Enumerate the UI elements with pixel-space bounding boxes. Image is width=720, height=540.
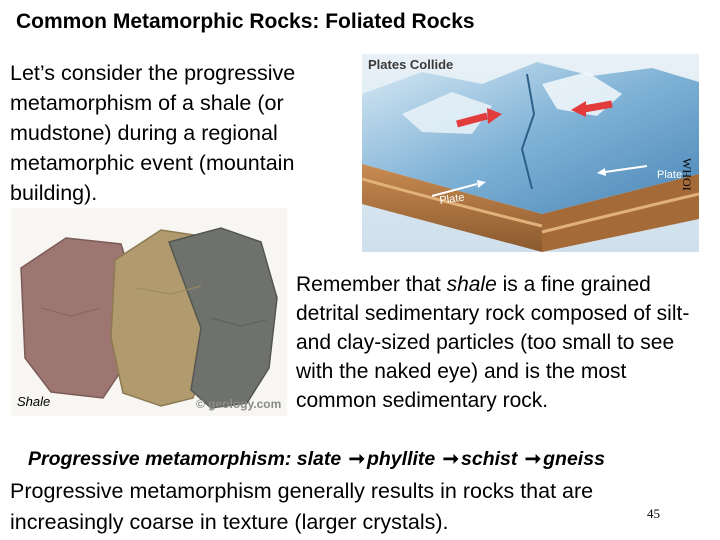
- shale-term: shale: [446, 273, 497, 296]
- slide-title: Common Metamorphic Rocks: Foliated Rocks: [16, 10, 475, 33]
- stage-schist: schist: [461, 448, 518, 470]
- plates-collide-diagram: [362, 54, 699, 252]
- plate-label-left: Plate: [438, 191, 466, 207]
- stage-phyllite: phyllite: [366, 448, 436, 470]
- photo-credit: © geology.com: [196, 397, 282, 411]
- arrow-icon: ➞: [524, 448, 542, 470]
- shale-definition-paragraph: [296, 270, 710, 415]
- stage-gneiss: gneiss: [543, 448, 605, 470]
- conclusion-paragraph: Progressive metamorphism generally results in rocks that are increasingly coarse in texture (larger crystals).: [10, 479, 594, 534]
- intro-paragraph: Let’s consider the progressive metamorphism of a shale (or mudstone) during a regional metamorphic event (mountain building).: [10, 61, 296, 205]
- diagram-credit: WHOI: [680, 158, 694, 191]
- metamorphism-sequence: [28, 447, 605, 471]
- photo-caption: Shale: [17, 394, 51, 409]
- shale-slabs-illustration: [11, 208, 287, 416]
- definition-body: is a fine grained detrital sedimentary rock composed of silt- and clay-sized particles (too small to see with the naked eye) and is the most common sedimentary rock.: [296, 273, 690, 412]
- arrow-icon: ➞: [442, 448, 460, 470]
- page-number: 45: [647, 506, 660, 521]
- sequence-prefix: Progressive metamorphism:: [28, 448, 297, 470]
- definition-lead: Remember that: [296, 273, 447, 296]
- arrow-icon: ➞: [348, 448, 365, 470]
- diagram-heading: Plates Collide: [368, 57, 454, 72]
- stage-slate: slate: [296, 448, 342, 470]
- plates-collide-illustration: [362, 54, 699, 252]
- plate-label-right: Plate: [657, 169, 683, 181]
- shale-photo: [11, 208, 287, 416]
